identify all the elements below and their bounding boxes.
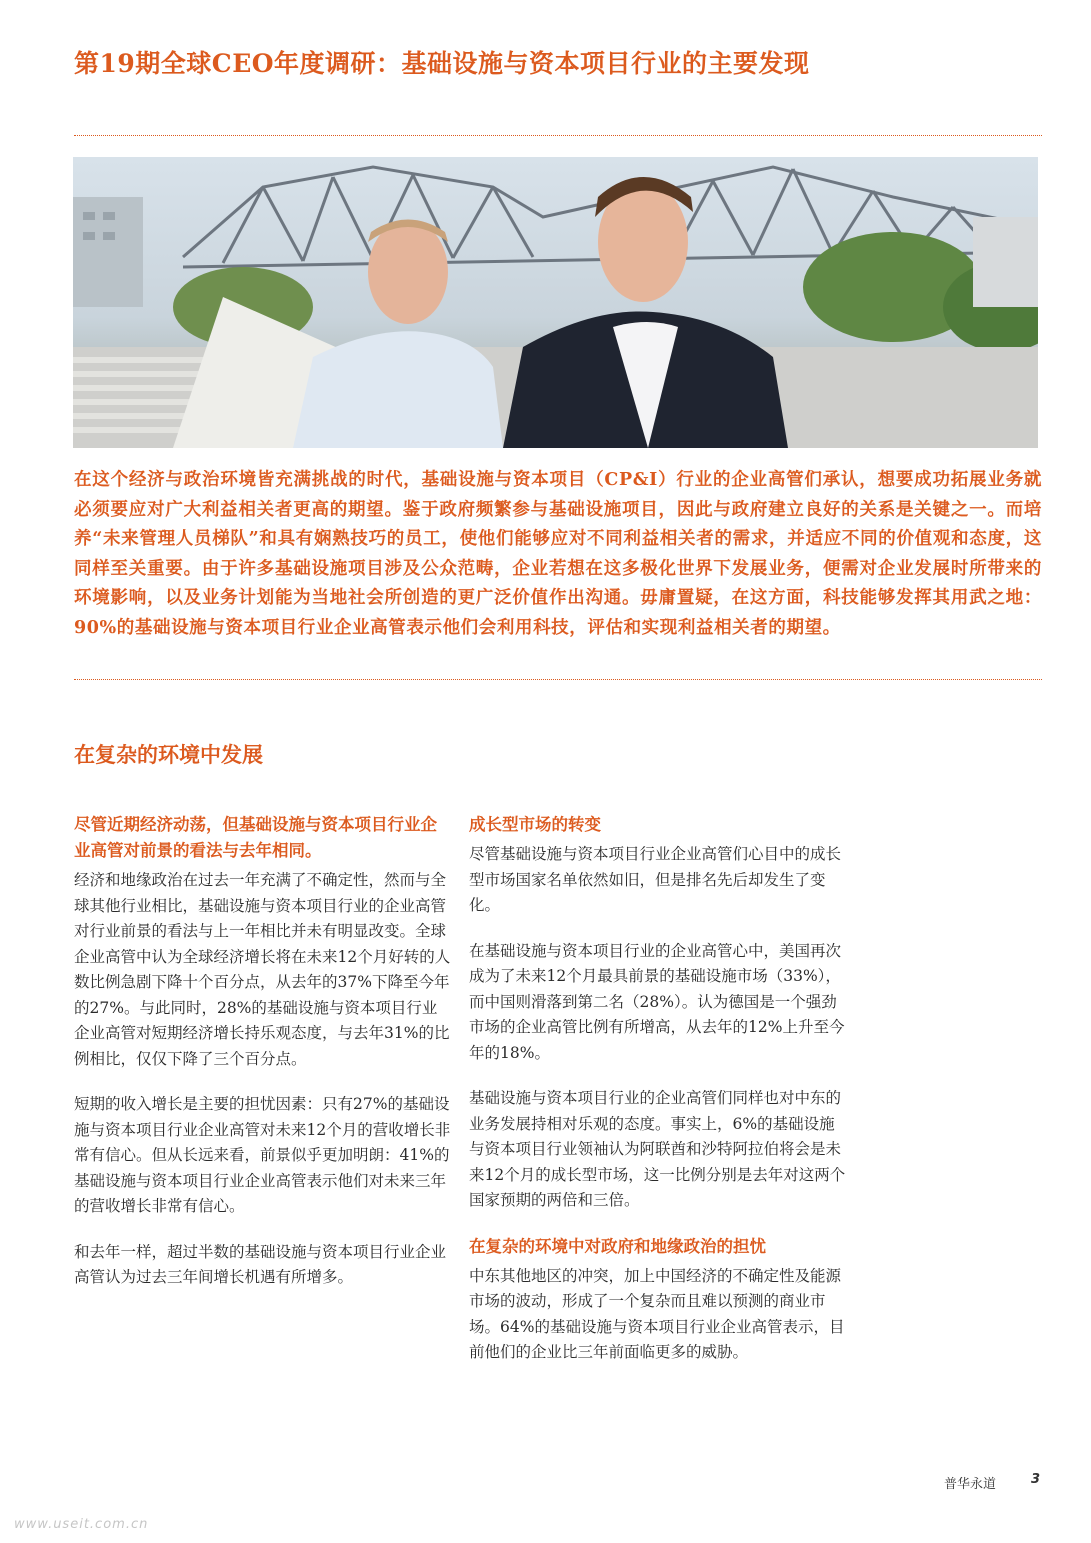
page-title: 第19期全球CEO年度调研：基础设施与资本项目行业的主要发现 — [74, 49, 810, 78]
hero-photo-illustration — [73, 157, 1038, 448]
section-heading: 在复杂的环境中发展 — [74, 742, 263, 767]
person-left — [293, 220, 503, 449]
right-column-heading-growth-markets: 成长型市场的转变 — [469, 815, 601, 834]
hero-photo — [73, 157, 1038, 448]
paragraph: 和去年一样，超过半数的基础设施与资本项目行业企业高管认为过去三年间增长机遇有所增多。 — [74, 1242, 447, 1286]
paragraph: 短期的收入增长是主要的担忧因素：只有27%的基础设施与资本项目行业企业高管对未来12个月的营收增长非常有信心。但从长远来看，前景似乎更加明朗：41%的基础设施与资本项目行业企业高管表示他们对未来三年的营收增长非常有信心。 — [74, 1095, 451, 1215]
right-column — [469, 812, 847, 1386]
right-column-heading-government-concerns: 在复杂的环境中对政府和地缘政治的担忧 — [469, 1236, 766, 1256]
paragraph: 基础设施与资本项目行业的企业高管们同样也对中东的业务发展持相对乐观的态度。事实上，6%的基础设施与资本项目行业领袖认为阿联酋和沙特阿拉伯将会是未来12个月的成长型市场，这一比例分别是去年对这两个国家预期的两倍和三倍。 — [469, 1089, 846, 1209]
footer-brand: 普华永道 — [944, 1477, 997, 1492]
intro-divider — [74, 679, 1042, 680]
left-column-heading: 尽管近期经济动荡，但基础设施与资本项目行业企业高管对前景的看法与去年相同。 — [74, 815, 437, 860]
paragraph: 中东其他地区的冲突，加上中国经济的不确定性及能源市场的波动，形成了一个复杂而且难以预测的商业市场。64%的基础设施与资本项目行业企业高管表示，目前他们的企业比三年前面临更多的威胁。 — [469, 1266, 845, 1361]
paragraph: 尽管基础设施与资本项目行业企业高管们心目中的成长型市场国家名单依然如旧，但是排名先后却发生了变化。 — [469, 845, 842, 914]
left-column — [74, 812, 452, 1311]
top-divider — [74, 135, 1042, 136]
watermark: www.useit.com.cn — [14, 1517, 149, 1532]
paragraph: 经济和地缘政治在过去一年充满了不确定性，然而与全球其他行业相比，基础设施与资本项目行业的企业高管对行业前景的看法与上一年相比并未有明显改变。全球企业高管中认为全球经济增长将在未来12个月好转的人数比例急剧下降十个百分点，从去年的37%下降至今年的27%。与此同时，28%的基础设施与资本项目行业企业高管对短期经济增长持乐观态度，与去年31%的比例相比，仅仅下降了三个百分点。 — [74, 871, 451, 1068]
intro-text: 在这个经济与政治环境皆充满挑战的时代，基础设施与资本项目（CP&I）行业的企业高管们承认，想要成功拓展业务就必须要应对广大利益相关者更高的期望。鉴于政府频繁参与基础设施项目，因此与政府建立良好的关系是关键之一。而培养“未来管理人员梯队”和具有娴熟技巧的员工，使他们能够应对不同利益相关者的需求，并适应不同的价值观和态度，这同样至关重要。由于许多基础设施项目涉及公众范畴，企业若想在这多极化世界下发展业务，便需对企业发展时所带来的环境影响，以及业务计划能为当地社会所创造的更广泛价值作出沟通。毋庸置疑，在这方面，科技能够发挥其用武之地：90%的基础设施与资本项目行业企业高管表示他们会利用科技，评估和实现利益相关者的期望。 — [74, 470, 1042, 638]
paragraph: 在基础设施与资本项目行业的企业高管心中，美国再次成为了未来12个月最具前景的基础设施市场（33%），而中国则滑落到第二名（28%）。认为德国是一个强劲市场的企业高管比例有所增高，从去年的12%上升至今年的18%。 — [469, 941, 845, 1062]
page-number: 3 — [1031, 1472, 1041, 1487]
